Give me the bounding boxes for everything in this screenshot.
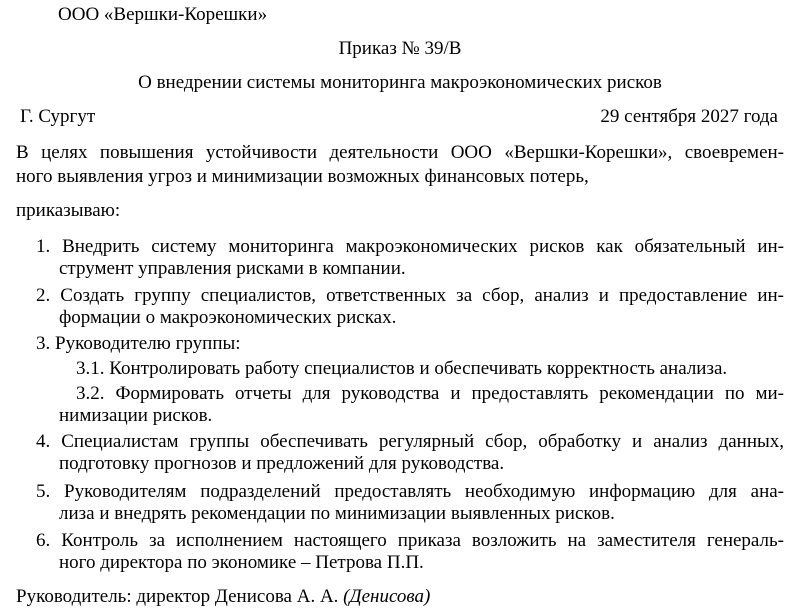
item-4-line-1: 4. Специалистам группы обеспечивать регулярный сбор, обработку и анализ данных, [36, 431, 784, 452]
item-4-line-2: подготовку прогнозов и предложений для руководства. [59, 453, 505, 474]
subitem-3-2-line-2: нимизации рисков. [59, 405, 213, 426]
organization-name: ООО «Вершки-Корешки» [58, 4, 268, 25]
list-item [36, 236, 784, 280]
subitem-3-2-line-1: 3.2. Формировать отчеты для руководства и предоставлять рекомендации по ми- [76, 383, 784, 404]
item-1-line-1: 1. Внедрить систему мониторинга макроэкономических рисков как обязательный ин- [36, 236, 784, 257]
item-5-line-2: лиза и внедрять рекомендации по минимизации выявленных рисков. [59, 503, 615, 524]
item-5-line-1: 5. Руководителям подразделений предоставлять необходимую информацию для ана- [36, 481, 784, 502]
subitem-3-1: 3.1. Контролировать работу специалистов и обеспечивать корректность анализа. [76, 358, 728, 379]
city: Г. Сургут [20, 106, 96, 127]
item-2-line-2: формации о макроэкономических рисках. [59, 307, 397, 328]
list-item [36, 285, 784, 329]
preamble-line-2: ного выявления угроз и минимизации возможных финансовых потерь, [16, 166, 589, 187]
handwritten-signature: (Денисова) [343, 586, 431, 607]
order-subject: О внедрении системы мониторинга макроэкономических рисков [138, 72, 662, 93]
order-date: 29 сентября 2027 года [600, 106, 778, 127]
signature-line [16, 586, 430, 608]
signature-text: Руководитель: директор Денисова А. А. [16, 586, 344, 607]
order-title: Приказ № 39/В [338, 38, 462, 59]
item-6-line-1: 6. Контроль за исполнением настоящего приказа возложить на заместителя генераль- [36, 530, 784, 551]
item-1-line-2: струмент управления рисками в компании. [59, 258, 406, 279]
item-6-line-2: ного директора по экономике – Петрова П.П. [59, 552, 424, 573]
item-3-line-1: 3. Руководителю группы: [36, 333, 241, 354]
item-2-line-1: 2. Создать группу специалистов, ответственных за сбор, анализ и предоставление ин- [36, 285, 784, 306]
list-item [36, 333, 784, 355]
list-item [36, 530, 784, 574]
order-word: приказываю: [16, 200, 121, 221]
sub-list-item [59, 383, 784, 427]
preamble-line-1: В целях повышения устойчивости деятельности ООО «Вершки-Корешки», своевремен- [16, 142, 784, 163]
list-item [36, 481, 784, 525]
sub-list-item [76, 358, 784, 380]
list-item [36, 431, 784, 475]
